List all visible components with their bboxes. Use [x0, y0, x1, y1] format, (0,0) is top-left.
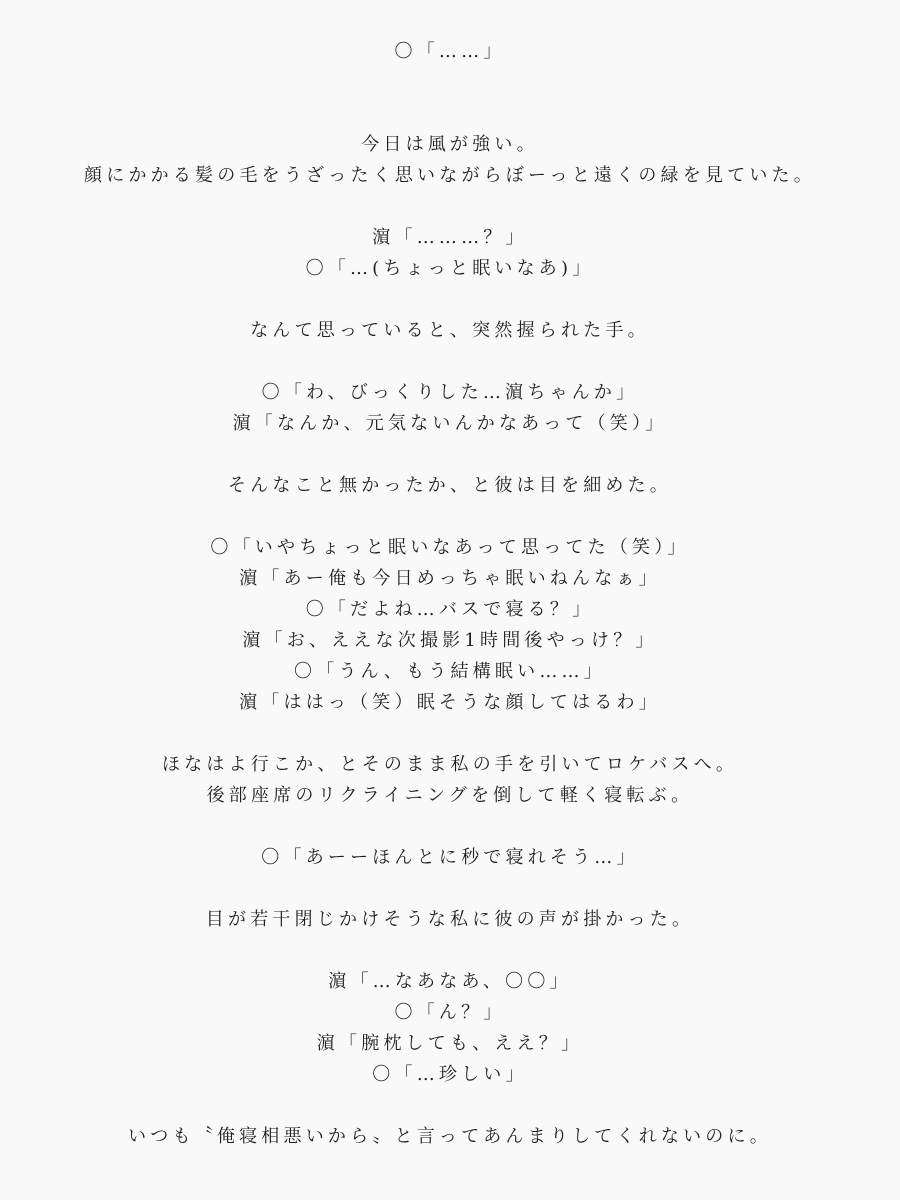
story-line: 〇「だよね…バスで寝る？」	[305, 599, 595, 620]
story-line: 濵「…なあなあ、〇〇」	[328, 971, 572, 992]
story-line: 〇「…珍しい」	[372, 1064, 528, 1085]
story-line: 〇「うん、もう結構眠い……」	[294, 661, 606, 682]
story-line: 顔にかかる髪の毛をうざったく思いながらぼーっと遠くの緑を見ていた。	[84, 165, 816, 186]
story-line: 〇「……」	[394, 41, 506, 62]
story-line: いつも〝俺寝相悪いから〟と言ってあんまりしてくれないのに。	[128, 1126, 772, 1147]
story-line: 濵「お、ええな次撮影1時間後やっけ？」	[242, 630, 658, 651]
story-line: 〇「…(ちょっと眠いなあ)」	[305, 258, 595, 279]
story-line: 濵「………？」	[372, 227, 528, 248]
story-line: 〇「ん？」	[394, 1002, 506, 1023]
story-line: 濵「腕枕しても、ええ？」	[316, 1033, 584, 1054]
story-line: 今日は風が強い。	[361, 134, 539, 155]
story-line: 濵「あー俺も今日めっちゃ眠いねんなぁ」	[239, 568, 661, 589]
story-line: 〇「いやちょっと眠いなあって思ってた（笑）」	[210, 537, 690, 558]
story-line: 〇「わ、びっくりした…濵ちゃんか」	[261, 382, 639, 403]
story-line: 後部座席のリクライニングを倒して軽く寝転ぶ。	[206, 785, 694, 806]
story-line: 〇「あーーほんとに秒で寝れそう…」	[261, 847, 639, 868]
story-line: 目が若干閉じかけそうな私に彼の声が掛かった。	[205, 909, 695, 930]
story-line: 濵「ははっ（笑）眠そうな顔してはるわ」	[239, 692, 661, 713]
story-line: なんて思っていると、突然握られた手。	[250, 320, 650, 341]
story-line: ほなはよ行こか、とそのまま私の手を引いてロケバスへ。	[161, 754, 739, 775]
story-line: 濵「なんか、元気ないんかなあって（笑）」	[232, 413, 668, 434]
story-line: そんなこと無かったか、と彼は目を細めた。	[228, 475, 672, 496]
